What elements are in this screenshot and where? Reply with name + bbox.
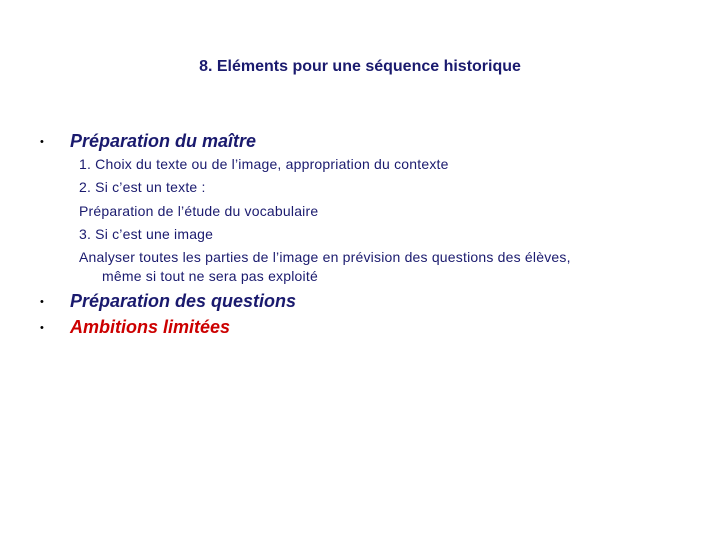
bullet-dot: • — [40, 136, 44, 148]
sub-item: 1. Choix du texte ou de l’image, appropriation du contexte — [79, 156, 449, 172]
sub-item-continuation: même si tout ne sera pas exploité — [102, 268, 318, 284]
sub-item: 3. Si c’est une image — [79, 226, 214, 242]
bullet-dot: • — [40, 322, 44, 334]
bullet-label: Préparation du maître — [70, 131, 257, 151]
slide-title: 8. Eléments pour une séquence historique — [199, 58, 521, 75]
sub-item: Analyser toutes les parties de l’image en prévision des questions des élèves, — [79, 249, 571, 265]
bullet-label: Ambitions limitées — [70, 317, 231, 337]
sub-item: 2. Si c’est un texte : — [79, 179, 206, 195]
sub-item: Préparation de l’étude du vocabulaire — [79, 203, 319, 219]
bullet-label: Préparation des questions — [70, 291, 297, 311]
bullet-dot: • — [40, 296, 44, 308]
